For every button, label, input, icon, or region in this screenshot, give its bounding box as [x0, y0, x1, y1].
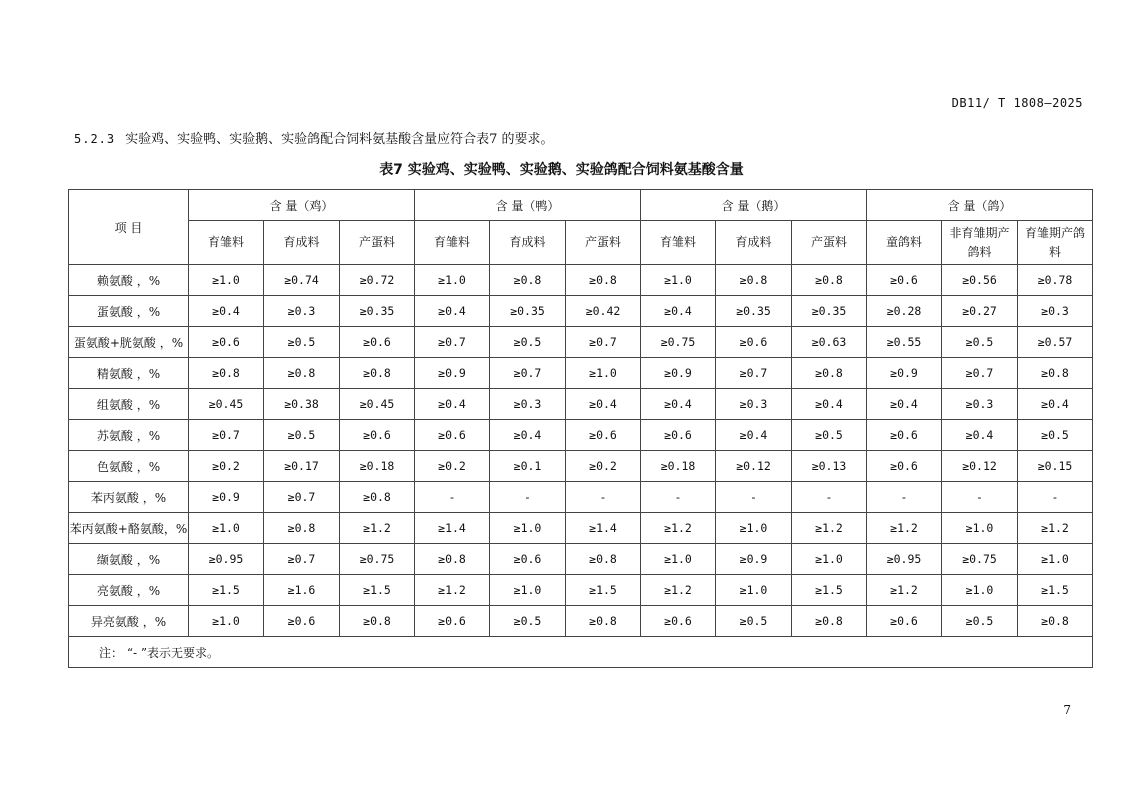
value-cell: ≥1.0	[942, 513, 1018, 544]
row-label: 苯丙氨酸+酪氨酸，%	[69, 513, 189, 544]
row-label: 蛋氨酸+胱氨酸 ，%	[69, 327, 189, 358]
document-code: DB11/ T 1808—2025	[951, 96, 1083, 110]
clause-text: 实验鸡、实验鸭、实验鹅、实验鸽配合饲料氨基酸含量应符合表7 的要求。	[125, 132, 554, 147]
note-row	[69, 637, 1093, 668]
group-header-goose: 含 量（鹅）	[641, 190, 867, 221]
value-cell: ≥0.55	[867, 327, 942, 358]
table-header-row-groups	[69, 190, 1093, 221]
value-cell: ≥0.7	[942, 358, 1018, 389]
item-header: 项 目	[69, 190, 189, 265]
value-cell: ≥1.2	[867, 575, 942, 606]
value-cell: ≥0.4	[942, 420, 1018, 451]
value-cell: ≥0.18	[340, 451, 415, 482]
table-row	[69, 482, 1093, 513]
row-label: 色氨酸 ，%	[69, 451, 189, 482]
row-label: 精氨酸 ，%	[69, 358, 189, 389]
clause-paragraph	[74, 128, 554, 147]
value-cell: ≥0.13	[792, 451, 867, 482]
value-cell: ≥0.8	[566, 606, 641, 637]
value-cell: ≥0.3	[264, 296, 340, 327]
value-cell: ≥0.15	[1018, 451, 1093, 482]
table-body	[69, 265, 1093, 637]
value-cell: ≥0.8	[340, 358, 415, 389]
group-header-duck: 含 量（鸭）	[415, 190, 641, 221]
note-text: “- ”表示无要求。	[126, 645, 219, 660]
value-cell: ≥0.45	[340, 389, 415, 420]
value-cell: ≥0.8	[264, 358, 340, 389]
value-cell: ≥0.8	[1018, 358, 1093, 389]
value-cell: ≥1.5	[792, 575, 867, 606]
value-cell: ≥0.17	[264, 451, 340, 482]
value-cell: ≥0.2	[566, 451, 641, 482]
value-cell: ≥0.8	[792, 265, 867, 296]
value-cell: -	[942, 482, 1018, 513]
value-cell: ≥0.75	[942, 544, 1018, 575]
table-note	[69, 637, 1093, 668]
value-cell: ≥0.7	[189, 420, 264, 451]
value-cell: ≥1.0	[566, 358, 641, 389]
value-cell: ≥0.8	[490, 265, 566, 296]
table-header-row-subheaders	[69, 221, 1093, 265]
value-cell: ≥0.7	[264, 544, 340, 575]
value-cell: ≥1.2	[340, 513, 415, 544]
value-cell: ≥0.42	[566, 296, 641, 327]
table-row	[69, 296, 1093, 327]
value-cell: ≥1.0	[189, 606, 264, 637]
value-cell: ≥1.5	[1018, 575, 1093, 606]
value-cell: -	[792, 482, 867, 513]
row-label: 蛋氨酸 ，%	[69, 296, 189, 327]
subheader-cell: 育雏料	[641, 221, 716, 265]
group-header-pigeon: 含 量（鸽）	[867, 190, 1093, 221]
value-cell: ≥1.0	[490, 575, 566, 606]
value-cell: ≥0.75	[641, 327, 716, 358]
value-cell: ≥0.5	[942, 327, 1018, 358]
value-cell: ≥0.4	[189, 296, 264, 327]
table-row	[69, 389, 1093, 420]
value-cell: ≥0.5	[264, 327, 340, 358]
value-cell: ≥0.8	[716, 265, 792, 296]
value-cell: ≥0.95	[189, 544, 264, 575]
value-cell: ≥1.0	[490, 513, 566, 544]
value-cell: -	[716, 482, 792, 513]
value-cell: ≥0.5	[490, 327, 566, 358]
value-cell: ≥0.8	[566, 265, 641, 296]
value-cell: -	[415, 482, 490, 513]
subheader-cell: 产蛋料	[340, 221, 415, 265]
subheader-cell: 非育雏期产鸽料	[942, 221, 1018, 265]
value-cell: ≥0.63	[792, 327, 867, 358]
value-cell: ≥0.6	[641, 420, 716, 451]
subheader-cell: 育成料	[716, 221, 792, 265]
value-cell: ≥0.9	[867, 358, 942, 389]
row-label: 缬氨酸 ，%	[69, 544, 189, 575]
table-row	[69, 327, 1093, 358]
table-row	[69, 265, 1093, 296]
value-cell: ≥0.8	[415, 544, 490, 575]
subheader-cell: 育雏料	[189, 221, 264, 265]
value-cell: ≥0.7	[415, 327, 490, 358]
value-cell: ≥0.4	[641, 389, 716, 420]
value-cell: ≥0.4	[716, 420, 792, 451]
value-cell: ≥0.74	[264, 265, 340, 296]
note-label: 注：	[99, 645, 124, 660]
subheader-cell: 产蛋料	[792, 221, 867, 265]
value-cell: ≥0.3	[490, 389, 566, 420]
value-cell: ≥1.2	[792, 513, 867, 544]
value-cell: ≥0.4	[867, 389, 942, 420]
value-cell: ≥0.7	[264, 482, 340, 513]
subheader-cell: 育雏期产鸽料	[1018, 221, 1093, 265]
value-cell: -	[490, 482, 566, 513]
value-cell: ≥0.6	[867, 606, 942, 637]
value-cell: ≥1.6	[264, 575, 340, 606]
value-cell: ≥0.4	[415, 296, 490, 327]
value-cell: ≥1.5	[189, 575, 264, 606]
value-cell: ≥0.78	[1018, 265, 1093, 296]
value-cell: ≥0.5	[716, 606, 792, 637]
group-header-chicken: 含 量（鸡）	[189, 190, 415, 221]
value-cell: ≥0.4	[566, 389, 641, 420]
value-cell: ≥0.6	[641, 606, 716, 637]
value-cell: ≥0.6	[340, 327, 415, 358]
value-cell: ≥0.38	[264, 389, 340, 420]
value-cell: ≥0.72	[340, 265, 415, 296]
table-row	[69, 513, 1093, 544]
value-cell: ≥0.6	[415, 606, 490, 637]
table-row	[69, 575, 1093, 606]
value-cell: ≥0.6	[566, 420, 641, 451]
value-cell: ≥0.4	[490, 420, 566, 451]
page-number: 7	[1063, 703, 1071, 717]
value-cell: ≥1.5	[566, 575, 641, 606]
value-cell: ≥0.6	[264, 606, 340, 637]
table-row	[69, 451, 1093, 482]
value-cell: ≥0.35	[716, 296, 792, 327]
value-cell: ≥0.9	[415, 358, 490, 389]
value-cell: ≥0.56	[942, 265, 1018, 296]
value-cell: ≥0.8	[792, 358, 867, 389]
value-cell: ≥0.7	[566, 327, 641, 358]
value-cell: ≥0.6	[415, 420, 490, 451]
table-caption: 表7 实验鸡、实验鸭、实验鹅、实验鸽配合饲料氨基酸含量	[379, 162, 744, 178]
value-cell: ≥0.12	[716, 451, 792, 482]
row-label: 亮氨酸 ，%	[69, 575, 189, 606]
value-cell: ≥0.6	[716, 327, 792, 358]
value-cell: ≥0.5	[942, 606, 1018, 637]
value-cell: ≥0.35	[490, 296, 566, 327]
value-cell: ≥0.5	[792, 420, 867, 451]
value-cell: ≥0.35	[340, 296, 415, 327]
row-label: 组氨酸 ，%	[69, 389, 189, 420]
value-cell: ≥0.1	[490, 451, 566, 482]
value-cell: ≥1.0	[1018, 544, 1093, 575]
value-cell: -	[566, 482, 641, 513]
value-cell: ≥1.0	[189, 513, 264, 544]
table-row	[69, 606, 1093, 637]
value-cell: ≥0.8	[264, 513, 340, 544]
value-cell: ≥0.35	[792, 296, 867, 327]
value-cell: ≥1.0	[716, 513, 792, 544]
value-cell: ≥0.8	[566, 544, 641, 575]
value-cell: ≥0.4	[415, 389, 490, 420]
value-cell: ≥0.6	[867, 265, 942, 296]
value-cell: ≥1.0	[189, 265, 264, 296]
value-cell: ≥1.0	[641, 265, 716, 296]
value-cell: ≥0.6	[867, 451, 942, 482]
value-cell: ≥1.2	[867, 513, 942, 544]
value-cell: ≥0.6	[189, 327, 264, 358]
value-cell: ≥0.5	[490, 606, 566, 637]
table-row	[69, 358, 1093, 389]
value-cell: ≥1.2	[1018, 513, 1093, 544]
value-cell: ≥0.3	[942, 389, 1018, 420]
row-label: 异亮氨酸 ，%	[69, 606, 189, 637]
value-cell: ≥0.4	[792, 389, 867, 420]
value-cell: ≥0.28	[867, 296, 942, 327]
value-cell: ≥1.0	[641, 544, 716, 575]
value-cell: ≥1.0	[792, 544, 867, 575]
value-cell: ≥0.2	[189, 451, 264, 482]
value-cell: ≥0.57	[1018, 327, 1093, 358]
value-cell: ≥0.8	[1018, 606, 1093, 637]
value-cell: ≥1.2	[415, 575, 490, 606]
clause-number: 5.2.3	[74, 132, 116, 146]
value-cell: ≥0.7	[716, 358, 792, 389]
value-cell: ≥0.8	[340, 482, 415, 513]
value-cell: ≥0.9	[716, 544, 792, 575]
subheader-cell: 童鸽料	[867, 221, 942, 265]
value-cell: ≥0.8	[792, 606, 867, 637]
amino-acid-table	[68, 189, 1093, 668]
value-cell: ≥1.2	[641, 513, 716, 544]
value-cell: ≥1.2	[641, 575, 716, 606]
value-cell: ≥1.4	[566, 513, 641, 544]
value-cell: ≥0.3	[716, 389, 792, 420]
value-cell: ≥0.45	[189, 389, 264, 420]
value-cell: ≥1.0	[415, 265, 490, 296]
value-cell: ≥0.6	[867, 420, 942, 451]
value-cell: ≥0.6	[340, 420, 415, 451]
value-cell: ≥0.3	[1018, 296, 1093, 327]
value-cell: ≥0.27	[942, 296, 1018, 327]
value-cell: ≥0.5	[264, 420, 340, 451]
value-cell: ≥0.2	[415, 451, 490, 482]
subheader-cell: 育雏料	[415, 221, 490, 265]
value-cell: ≥0.12	[942, 451, 1018, 482]
value-cell: ≥1.5	[340, 575, 415, 606]
value-cell: -	[1018, 482, 1093, 513]
table-row	[69, 420, 1093, 451]
subheader-cell: 育成料	[490, 221, 566, 265]
value-cell: ≥0.18	[641, 451, 716, 482]
value-cell: ≥0.4	[641, 296, 716, 327]
value-cell: ≥0.8	[340, 606, 415, 637]
value-cell: ≥0.7	[490, 358, 566, 389]
value-cell: -	[641, 482, 716, 513]
value-cell: ≥1.4	[415, 513, 490, 544]
value-cell: ≥0.4	[1018, 389, 1093, 420]
row-label: 苏氨酸 ，%	[69, 420, 189, 451]
table-row	[69, 544, 1093, 575]
value-cell: ≥0.6	[490, 544, 566, 575]
value-cell: ≥0.8	[189, 358, 264, 389]
subheader-cell: 产蛋料	[566, 221, 641, 265]
value-cell: ≥0.9	[189, 482, 264, 513]
row-label: 赖氨酸 ，%	[69, 265, 189, 296]
value-cell: ≥0.75	[340, 544, 415, 575]
value-cell: ≥0.95	[867, 544, 942, 575]
value-cell: ≥1.0	[716, 575, 792, 606]
value-cell: ≥0.9	[641, 358, 716, 389]
value-cell: -	[867, 482, 942, 513]
value-cell: ≥1.0	[942, 575, 1018, 606]
row-label: 苯丙氨酸 ，%	[69, 482, 189, 513]
subheader-cell: 育成料	[264, 221, 340, 265]
value-cell: ≥0.5	[1018, 420, 1093, 451]
